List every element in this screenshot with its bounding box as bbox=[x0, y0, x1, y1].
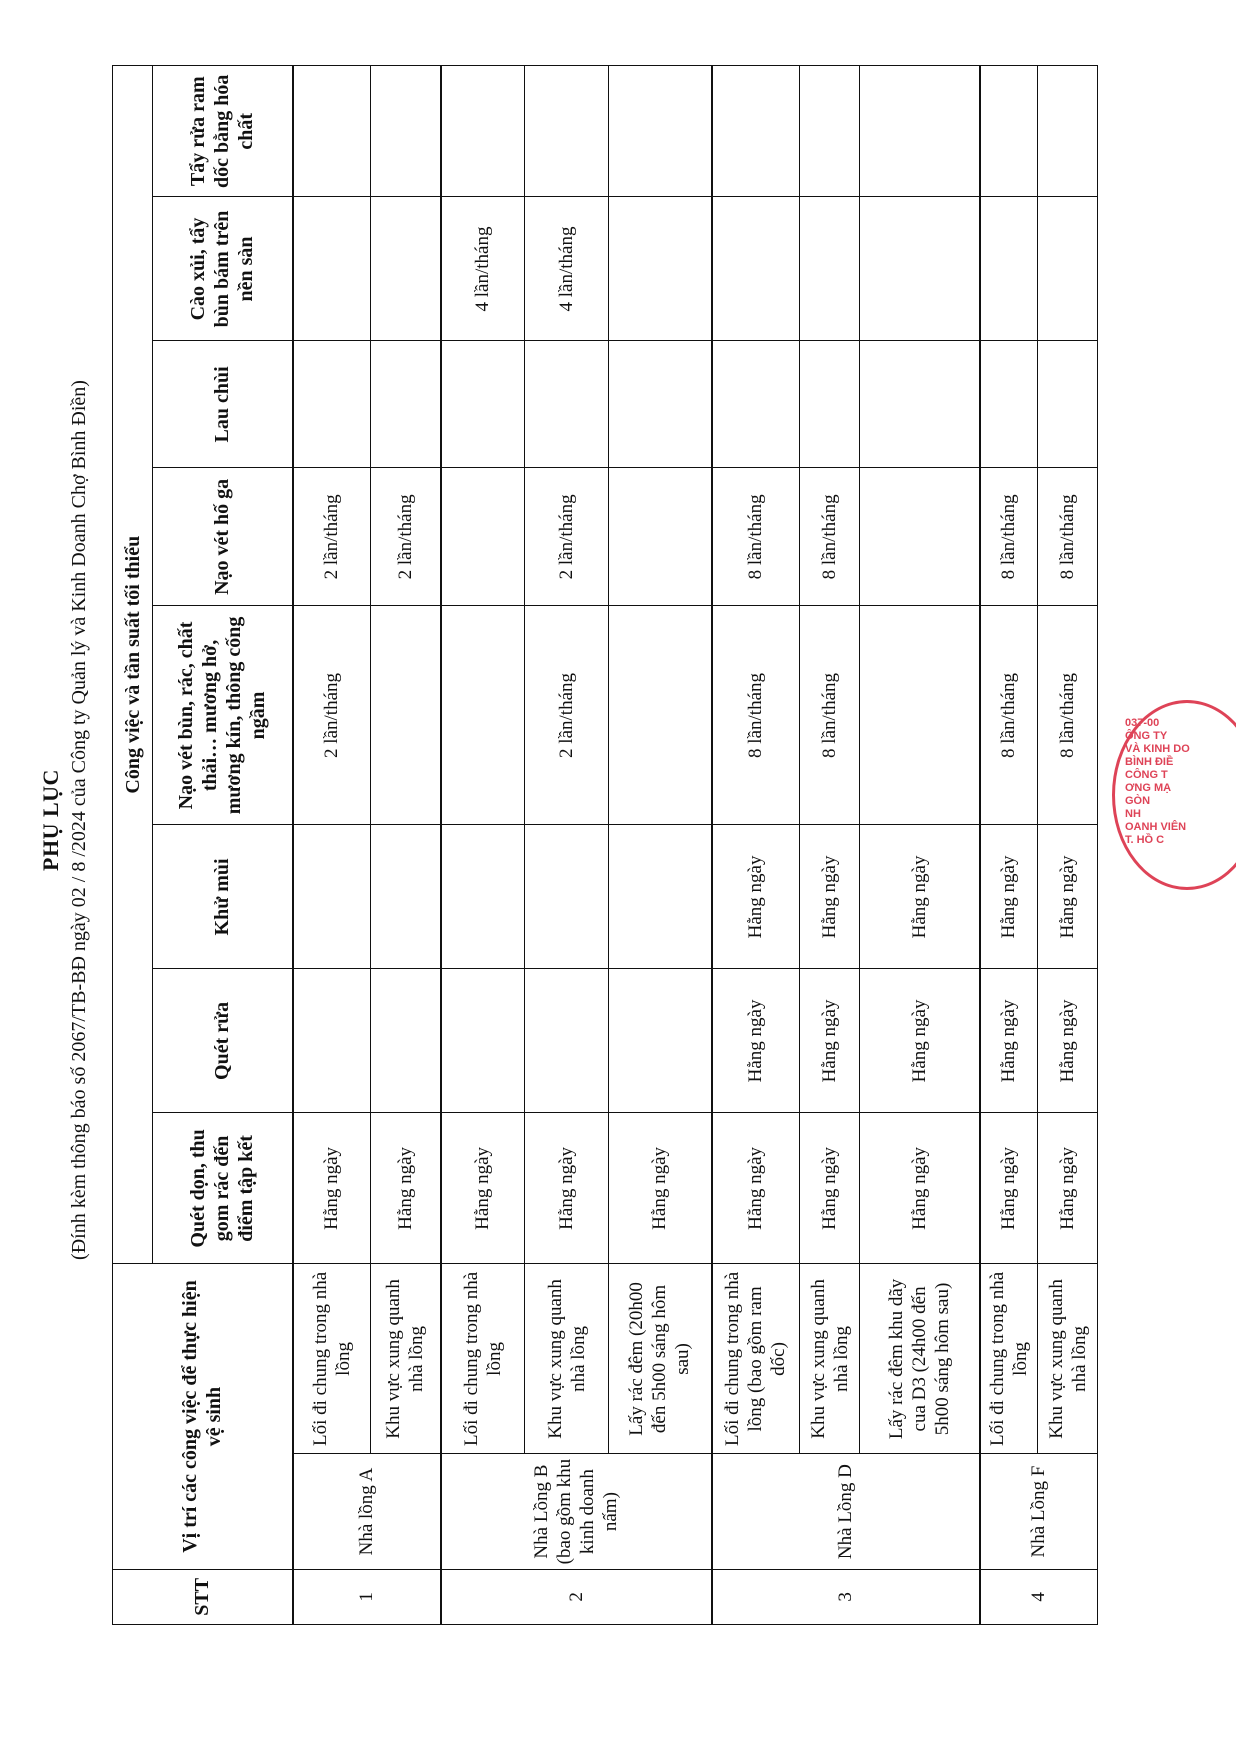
table-row bbox=[712, 66, 800, 1625]
area-cell: Khu vực xung quanh nhà lồng bbox=[371, 1264, 441, 1454]
area-cell: Khu vực xung quanh nhà lồng bbox=[800, 1264, 860, 1454]
frequency-cell bbox=[525, 341, 609, 468]
seal-text: NH bbox=[1125, 808, 1141, 820]
frequency-cell bbox=[293, 66, 371, 197]
stt-cell: 2 bbox=[441, 1569, 712, 1624]
table-row bbox=[800, 66, 860, 1625]
frequency-cell bbox=[371, 197, 441, 341]
frequency-cell bbox=[441, 825, 525, 969]
frequency-cell bbox=[980, 197, 1038, 341]
area-cell: Lối đi chung trong nhà lồng (bao gồm ram dốc) bbox=[712, 1264, 800, 1454]
frequency-cell: 2 lần/tháng bbox=[293, 468, 371, 606]
frequency-cell bbox=[293, 825, 371, 969]
market-hall-name: Nhà Lồng B (bao gồm khu kinh doanh nấm) bbox=[441, 1454, 712, 1569]
frequency-cell: Hằng ngày bbox=[371, 1113, 441, 1264]
frequency-cell bbox=[525, 969, 609, 1113]
seal-text: 037-00 bbox=[1125, 717, 1160, 729]
frequency-cell bbox=[860, 197, 980, 341]
table-row bbox=[609, 66, 712, 1625]
frequency-cell bbox=[800, 66, 860, 197]
frequency-cell bbox=[525, 825, 609, 969]
area-cell: Lối đi chung trong nhà lồng bbox=[293, 1264, 371, 1454]
frequency-cell bbox=[712, 341, 800, 468]
frequency-cell bbox=[371, 66, 441, 197]
frequency-cell: Hằng ngày bbox=[800, 969, 860, 1113]
header-task-0: Quét dọn, thu gom rác đến điểm tập kết bbox=[153, 1113, 293, 1264]
frequency-cell bbox=[800, 197, 860, 341]
frequency-cell: 8 lần/tháng bbox=[800, 468, 860, 606]
frequency-cell bbox=[371, 341, 441, 468]
frequency-cell bbox=[609, 825, 712, 969]
frequency-cell: Hằng ngày bbox=[441, 1113, 525, 1264]
frequency-cell: Hằng ngày bbox=[525, 1113, 609, 1264]
seal-text: BÌNH ĐIỀ bbox=[1125, 756, 1174, 768]
table-row bbox=[980, 66, 1038, 1625]
frequency-cell bbox=[609, 66, 712, 197]
frequency-cell bbox=[441, 969, 525, 1113]
header-stt: STT bbox=[113, 1569, 293, 1624]
table-row bbox=[860, 66, 980, 1625]
frequency-cell: Hằng ngày bbox=[293, 1113, 371, 1264]
frequency-cell: 8 lần/tháng bbox=[800, 606, 860, 825]
seal-text: OANH VIÊN bbox=[1125, 821, 1187, 833]
frequency-cell bbox=[712, 66, 800, 197]
header-task-1: Quét rửa bbox=[153, 969, 293, 1113]
frequency-cell bbox=[525, 66, 609, 197]
seal-text: CÔNG T bbox=[1125, 769, 1168, 781]
frequency-cell: 8 lần/tháng bbox=[980, 468, 1038, 606]
frequency-cell: Hằng ngày bbox=[980, 1113, 1038, 1264]
frequency-cell bbox=[441, 341, 525, 468]
header-task-4: Nạo vét hố ga bbox=[153, 468, 293, 606]
frequency-cell: Hằng ngày bbox=[980, 825, 1038, 969]
frequency-cell bbox=[860, 341, 980, 468]
frequency-cell: 2 lần/tháng bbox=[525, 468, 609, 606]
table-row bbox=[293, 66, 371, 1625]
area-cell: Lối đi chung trong nhà lồng bbox=[441, 1264, 525, 1454]
frequency-cell bbox=[293, 341, 371, 468]
schedule-table bbox=[112, 65, 1098, 1625]
frequency-cell bbox=[609, 468, 712, 606]
seal-text: ÔNG TY bbox=[1125, 730, 1168, 742]
frequency-cell bbox=[860, 468, 980, 606]
appendix-subtitle: (Đính kèm thông báo số 2067/TB-BĐ ngày 02 / 8 /2024 của Công ty Quản lý và Kinh Doanh Chợ Bình Điền) bbox=[68, 380, 90, 1260]
market-hall-name: Nhà lồng A bbox=[293, 1454, 441, 1569]
frequency-cell: Hằng ngày bbox=[609, 1113, 712, 1264]
frequency-cell: 2 lần/tháng bbox=[371, 468, 441, 606]
seal-text: VÀ KINH DO bbox=[1125, 743, 1190, 755]
area-cell: Lối đi chung trong nhà lồng bbox=[980, 1264, 1038, 1454]
frequency-cell bbox=[371, 969, 441, 1113]
frequency-cell bbox=[1038, 66, 1098, 197]
frequency-cell bbox=[441, 606, 525, 825]
table-row bbox=[1038, 66, 1098, 1625]
frequency-cell: 2 lần/tháng bbox=[293, 606, 371, 825]
header-task-6: Cào xủi, tẩy bùn bám trên nền sàn bbox=[153, 197, 293, 341]
frequency-cell bbox=[371, 825, 441, 969]
frequency-cell bbox=[441, 66, 525, 197]
frequency-cell bbox=[371, 606, 441, 825]
frequency-cell: Hằng ngày bbox=[712, 1113, 800, 1264]
schedule-body bbox=[293, 66, 1098, 1625]
frequency-cell: 4 lần/tháng bbox=[525, 197, 609, 341]
frequency-cell bbox=[609, 341, 712, 468]
frequency-cell: Hằng ngày bbox=[1038, 825, 1098, 969]
frequency-cell bbox=[980, 341, 1038, 468]
frequency-cell: 8 lần/tháng bbox=[980, 606, 1038, 825]
frequency-cell bbox=[609, 197, 712, 341]
seal-text: T. HỒ C bbox=[1125, 834, 1165, 846]
frequency-cell: 8 lần/tháng bbox=[712, 606, 800, 825]
stt-cell: 3 bbox=[712, 1569, 980, 1624]
area-cell: Khu vực xung quanh nhà lồng bbox=[525, 1264, 609, 1454]
market-hall-name: Nhà Lồng D bbox=[712, 1454, 980, 1569]
frequency-cell bbox=[712, 197, 800, 341]
header-task-5: Lau chùi bbox=[153, 341, 293, 468]
table-row bbox=[371, 66, 441, 1625]
frequency-cell: 8 lần/tháng bbox=[1038, 468, 1098, 606]
frequency-cell bbox=[609, 606, 712, 825]
frequency-cell: 8 lần/tháng bbox=[1038, 606, 1098, 825]
frequency-cell: Hằng ngày bbox=[800, 1113, 860, 1264]
stt-cell: 1 bbox=[293, 1569, 441, 1624]
frequency-cell: Hằng ngày bbox=[980, 969, 1038, 1113]
cleaning-schedule bbox=[112, 65, 1204, 1625]
frequency-cell: Hằng ngày bbox=[860, 825, 980, 969]
frequency-cell: Hằng ngày bbox=[1038, 1113, 1098, 1264]
frequency-cell: Hằng ngày bbox=[860, 969, 980, 1113]
header-task-7: Tẩy rửa ram dốc bằng hóa chất bbox=[153, 66, 293, 197]
frequency-cell bbox=[860, 606, 980, 825]
stt-cell: 4 bbox=[980, 1569, 1098, 1624]
frequency-cell bbox=[1038, 197, 1098, 341]
seal-text: GÒN bbox=[1125, 795, 1151, 807]
area-cell: Lấy rác đêm (20h00 đến 5h00 sáng hôm sau) bbox=[609, 1264, 712, 1454]
table-row bbox=[525, 66, 609, 1625]
frequency-cell bbox=[1038, 341, 1098, 468]
frequency-cell bbox=[800, 341, 860, 468]
header-task-group: Công việc và tần suất tối thiểu bbox=[113, 66, 153, 1264]
frequency-cell: 8 lần/tháng bbox=[712, 468, 800, 606]
frequency-cell: Hằng ngày bbox=[860, 1113, 980, 1264]
table-row bbox=[441, 66, 525, 1625]
frequency-cell bbox=[293, 969, 371, 1113]
area-cell: Khu vực xung quanh nhà lồng bbox=[1038, 1264, 1098, 1454]
frequency-cell: Hằng ngày bbox=[800, 825, 860, 969]
frequency-cell: Hằng ngày bbox=[1038, 969, 1098, 1113]
area-cell: Lấy rác đêm khu dãy cua D3 (24h00 đến 5h00 sáng hôm sau) bbox=[860, 1264, 980, 1454]
frequency-cell: Hằng ngày bbox=[712, 969, 800, 1113]
frequency-cell bbox=[980, 66, 1038, 197]
header-task-3: Nạo vét bùn, rác, chất thải… mương hở, mương kín, thông cống ngầm bbox=[153, 606, 293, 825]
frequency-cell: 4 lần/tháng bbox=[441, 197, 525, 341]
header-location: Vị trí các công việc để thực hiện vệ sinh bbox=[113, 1264, 293, 1569]
seal-text: ƠNG MẠ bbox=[1125, 782, 1172, 794]
frequency-cell bbox=[293, 197, 371, 341]
frequency-cell bbox=[609, 969, 712, 1113]
appendix-title: PHỤ LỤC bbox=[38, 769, 63, 871]
market-hall-name: Nhà Lồng F bbox=[980, 1454, 1098, 1569]
frequency-cell: Hằng ngày bbox=[712, 825, 800, 969]
frequency-cell bbox=[441, 468, 525, 606]
frequency-cell bbox=[860, 66, 980, 197]
header-task-2: Khử mùi bbox=[153, 825, 293, 969]
frequency-cell: 2 lần/tháng bbox=[525, 606, 609, 825]
